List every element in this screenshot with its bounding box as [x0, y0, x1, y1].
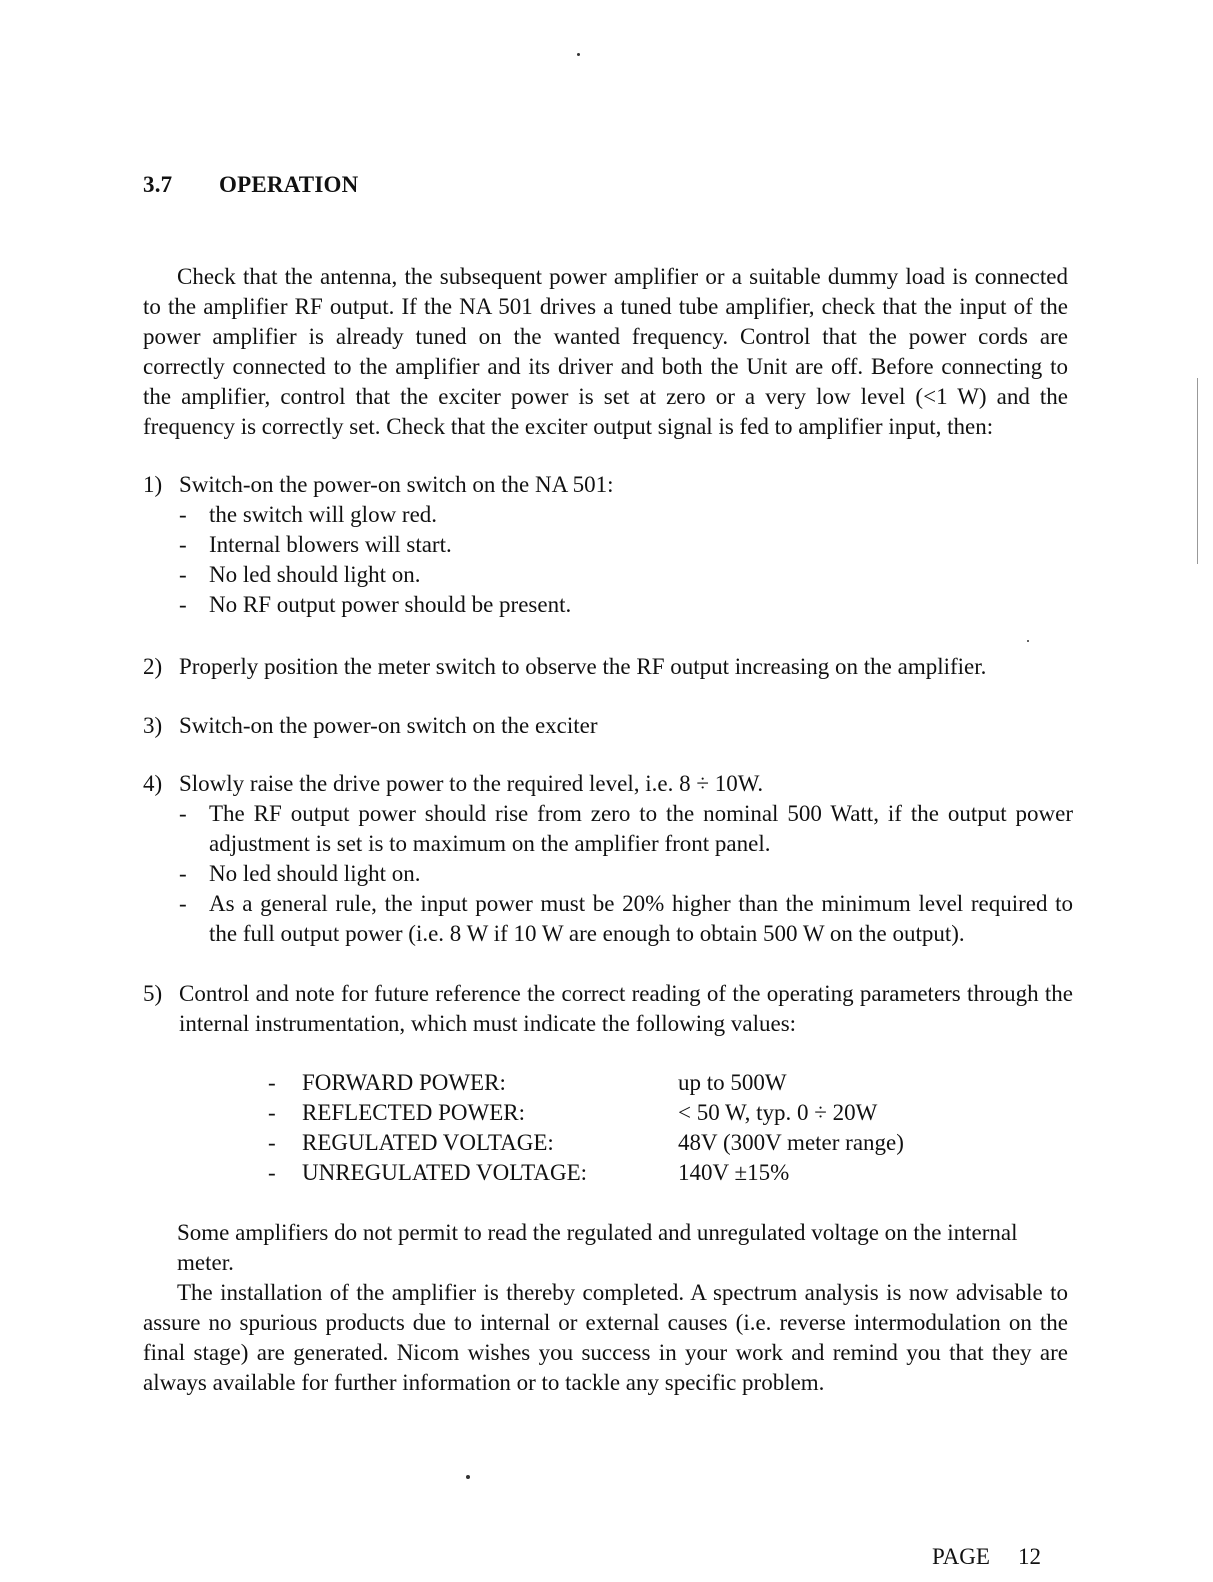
step-text: Slowly raise the drive power to the required level, i.e. 8 ÷ 10W.	[179, 771, 764, 796]
parameter-row: - UNREGULATED VOLTAGE: 140V ±15%	[268, 1158, 978, 1188]
step-1-bullets	[143, 500, 1073, 620]
step-text: Properly position the meter switch to observe the RF output increasing on the amplifier.	[179, 654, 987, 679]
step-text: Switch-on the power-on switch on the exciter	[179, 713, 598, 738]
page-footer	[932, 1542, 1041, 1572]
section-heading	[143, 170, 358, 200]
parameter-value: up to 500W	[678, 1070, 787, 1095]
step-number: 3)	[143, 713, 163, 738]
page-label: PAGE	[932, 1544, 990, 1569]
bullet-item: - the switch will glow red.	[179, 502, 438, 527]
step-1	[143, 470, 1073, 620]
parameter-label: FORWARD POWER:	[302, 1070, 506, 1095]
page-number: 12	[1018, 1544, 1041, 1569]
step-2	[143, 652, 1073, 682]
section-title: OPERATION	[219, 172, 359, 197]
bullet-item: - No led should light on.	[179, 861, 421, 886]
meter-note: Some amplifiers do not permit to read the regulated and unregulated voltage on the internal meter.	[177, 1220, 1018, 1275]
parameter-label: UNREGULATED VOLTAGE:	[302, 1160, 588, 1185]
bullet-item: - No led should light on.	[179, 562, 421, 587]
scan-edge-mark	[1197, 378, 1198, 564]
step-number: 4)	[143, 771, 163, 796]
step-number: 2)	[143, 654, 163, 679]
scan-speck	[577, 53, 580, 56]
parameter-row: - REGULATED VOLTAGE: 48V (300V meter range)	[268, 1128, 978, 1158]
step-4	[143, 769, 1073, 949]
step-number: 5)	[143, 981, 163, 1006]
bullet-item: - Internal blowers will start.	[179, 532, 452, 557]
step-text: Control and note for future reference the correct reading of the operating parameters through the internal instrumentation, which must indicate the following values:	[179, 981, 1073, 1036]
scan-speck	[466, 1475, 470, 1479]
step-5	[143, 979, 1073, 1039]
section-number: 3.7	[143, 172, 173, 197]
step-4-bullets	[143, 799, 1073, 949]
step-number: 1)	[143, 472, 163, 497]
parameter-value: < 50 W, typ. 0 ÷ 20W	[678, 1100, 878, 1125]
bullet-item: - No RF output power should be present.	[179, 592, 572, 617]
parameter-label: REGULATED VOLTAGE:	[302, 1130, 554, 1155]
parameter-row: - FORWARD POWER: up to 500W	[268, 1068, 978, 1098]
parameter-value: 140V ±15%	[678, 1160, 790, 1185]
step-text: Switch-on the power-on switch on the NA 501:	[179, 472, 614, 497]
bullet-item: - The RF output power should rise from zero to the nominal 500 Watt, if the output power adjustment is set is to maximum on the amplifier front panel.	[179, 801, 1073, 856]
intro-paragraph: Check that the antenna, the subsequent power amplifier or a suitable dummy load is connected to the amplifier RF output. If the NA 501 drives a tuned tube amplifier, check that the input of the power amplifier is already tuned on the wanted frequency. Control that the power cords are correctly connected to the amplifier and its driver and both the Unit are off. Before connecting to the amplifier, control that the exciter power is set at zero or a very low level (<1 W) and the frequency is correctly set. Check that the exciter output signal is fed to amplifier input, then:	[143, 264, 1068, 439]
scan-speck	[1027, 640, 1029, 642]
step-3	[143, 711, 1073, 741]
parameter-label: REFLECTED POWER:	[302, 1100, 525, 1125]
bullet-item: - As a general rule, the input power must be 20% higher than the minimum level required to the full output power (i.e. 8 W if 10 W are enough to obtain 500 W on the output).	[179, 891, 1073, 946]
closing-paragraph: The installation of the amplifier is thereby completed. A spectrum analysis is now advisable to assure no spurious products due to internal or external causes (i.e. reverse intermodulation on the final stage) are generated. Nicom wishes you success in your work and remind you that they are always available for further information or to tackle any specific problem.	[143, 1280, 1068, 1395]
parameter-value: 48V (300V meter range)	[678, 1130, 904, 1155]
parameter-table	[268, 1068, 978, 1188]
parameter-row: - REFLECTED POWER: < 50 W, typ. 0 ÷ 20W	[268, 1098, 978, 1128]
